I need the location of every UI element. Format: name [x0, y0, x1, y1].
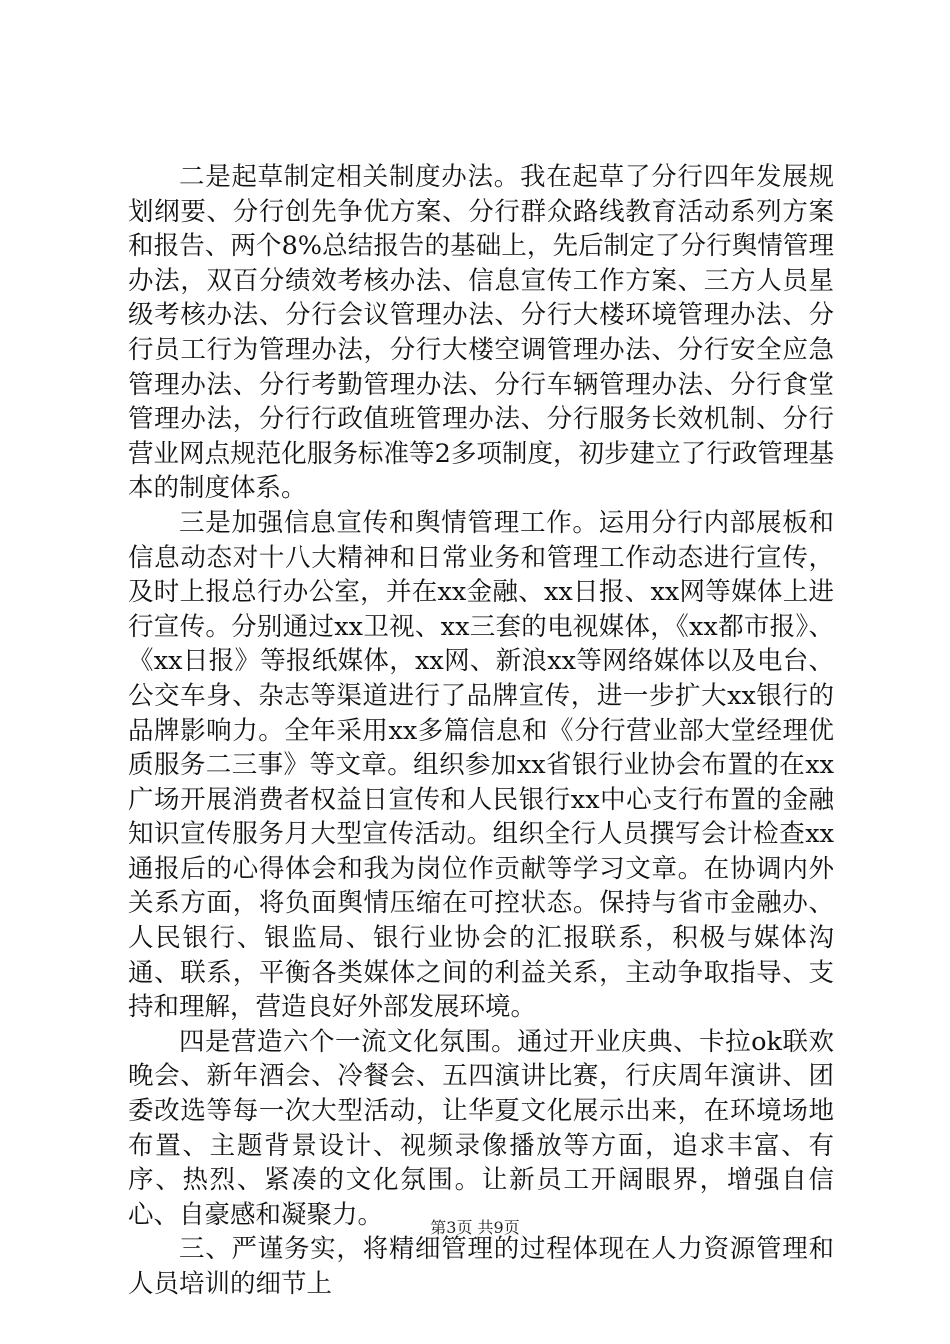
paragraph-culture: 四是营造六个一流文化氛围。通过开业庆典、卡拉ok联欢晚会、新年酒会、冷餐会、五四演讲比赛，行庆周年演讲、团委改选等每一次大型活动，让华夏文化展示出来，在环境场地布置、主题背景设计、视频录像播放等方面，追求丰富、有序、热烈、紧凑的文化氛围。让新员工开阔眼界，增强自信心、自豪感和凝聚力。 — [128, 1026, 834, 1230]
section-heading-hr: 三、严谨务实，将精细管理的过程体现在人力资源管理和人员培训的细节上 — [128, 1234, 834, 1299]
page-number-footer: 第3页 共9页 — [430, 1218, 520, 1237]
paragraph-publicity: 三是加强信息宣传和舆情管理工作。运用分行内部展板和信息动态对十八大精神和日常业务和管理工作动态进行宣传，及时上报总行办公室，并在xx金融、xx日报、xx网等媒体上进行宣传。分别通过xx卫视、xx三套的电视媒体，《xx都市报》、《xx日报》等报纸媒体，xx网、新浪xx等网络媒体以及电台、公交车身、杂志等渠道进行了品牌宣传，进一步扩大xx银行的品牌影响力。全年采用xx多篇信息和《分行营业部大堂经理优质服务二三事》等文章。组织参加xx省银行业协会布置的在xx广场开展消费者权益日宣传和人民银行xx中心支行布置的金融知识宣传服务月大型宣传活动。组织全行人员撰写会计检查xx通报后的心得体会和我为岗位作贡献等学习文章。在协调内外关系方面，将负面舆情压缩在可控状态。保持与省市金融办、人民银行、银监局、银行业协会的汇报联系，积极与媒体沟通、联系，平衡各类媒体之间的利益关系，主动争取指导、支持和理解，营造良好外部发展环境。 — [128, 507, 834, 1023]
paragraph-drafting-rules: 二是起草制定相关制度办法。我在起草了分行四年发展规划纲要、分行创先争优方案、分行群众路线教育活动系列方案和报告、两个8%总结报告的基础上，先后制定了分行舆情管理办法，双百分绩效考核办法、信息宣传工作方案、三方人员星级考核办法、分行会议管理办法、分行大楼环境管理办法、分行员工行为管理办法，分行大楼空调管理办法、分行安全应急管理办法、分行考勤管理办法、分行车辆管理办法、分行食堂管理办法，分行行政值班管理办法、分行服务长效机制、分行营业网点规范化服务标准等2多项制度，初步建立了行政管理基本的制度体系。 — [128, 162, 834, 504]
document-body — [128, 160, 834, 1302]
